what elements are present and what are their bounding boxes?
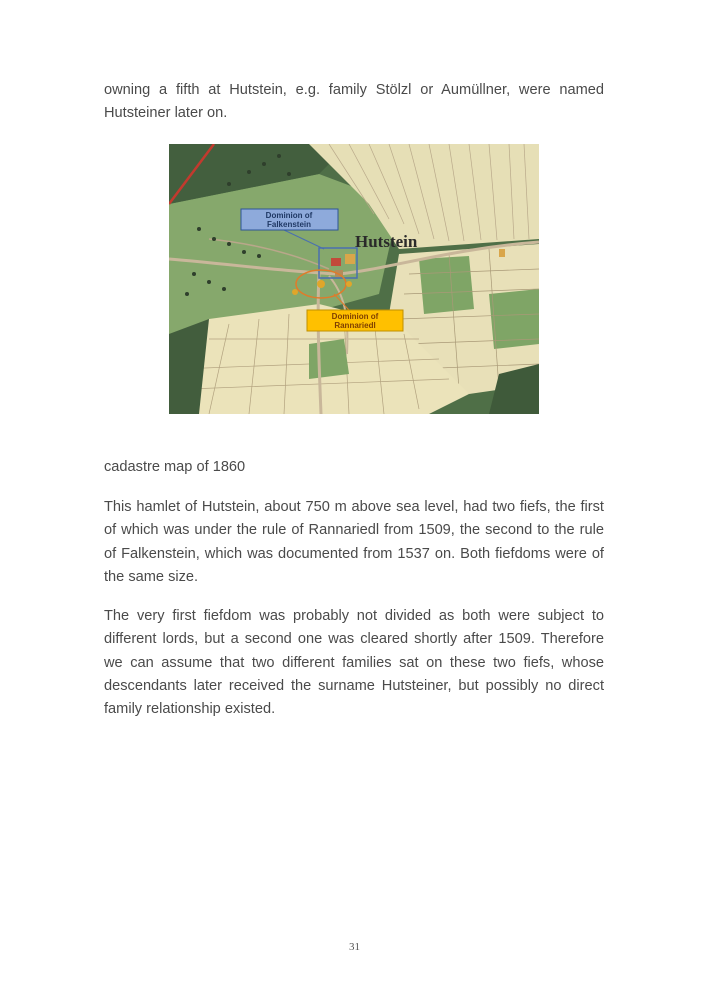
falkenstein-label-line1: Dominion of: [265, 211, 313, 220]
rannariedl-label-line2: Rannariedl: [334, 321, 376, 330]
page-number: 31: [349, 941, 360, 953]
falkenstein-label-line2: Falkenstein: [266, 220, 312, 229]
paragraph-intro: owning a fifth at Hutstein, e.g. family Stölzl or Aumüllner, were named Hutsteiner later on.: [104, 82, 604, 122]
paragraph-fiefdom: The very first fiefdom was probably not divided as both were subject to different lords, but a second one was cleared shortly after 1509. Therefore we can assume that two different families sat on these two fiefs, whose descendants later received the surname Hutsteiner, but possibly no direct family relationship existed.: [104, 608, 604, 718]
cadastre-map-drawing: [169, 144, 539, 414]
map-town-name: Hutstein: [355, 232, 418, 251]
cadastre-map-image: [169, 144, 539, 414]
figure-caption: cadastre map of 1860: [104, 459, 246, 475]
paragraph-hamlet: This hamlet of Hutstein, about 750 m above sea level, had two fiefs, the first of which was under the rule of Rannariedl from 1509, the second to the rule of Falkenstein, which was documented from 1537 on. Both fiefdoms were of the same size.: [104, 499, 604, 585]
rannariedl-label-line1: Dominion of: [331, 312, 379, 321]
